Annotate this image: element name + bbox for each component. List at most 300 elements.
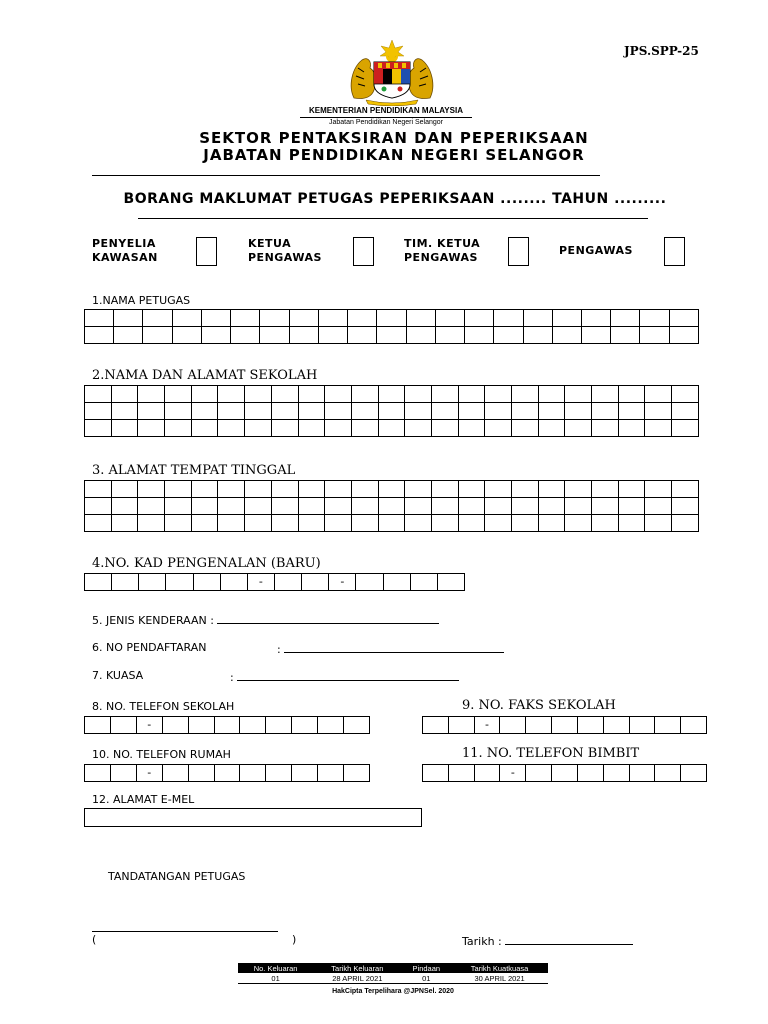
grid-cell[interactable] bbox=[271, 515, 298, 532]
grid-cell[interactable] bbox=[348, 310, 377, 327]
grid-cell[interactable] bbox=[523, 327, 552, 344]
grid-cell[interactable] bbox=[465, 327, 494, 344]
grid-cell[interactable] bbox=[85, 327, 114, 344]
grid-cell[interactable] bbox=[672, 481, 699, 498]
grid-cell[interactable] bbox=[672, 515, 699, 532]
grid-cell[interactable] bbox=[538, 420, 565, 437]
coat-of-arms-icon bbox=[344, 38, 440, 106]
grid-cell[interactable] bbox=[111, 420, 138, 437]
grid-cell[interactable] bbox=[377, 327, 406, 344]
grid-cell[interactable] bbox=[218, 498, 245, 515]
grid-cell[interactable] bbox=[298, 386, 325, 403]
grid-cell[interactable] bbox=[431, 481, 458, 498]
grid-cell[interactable] bbox=[378, 420, 405, 437]
grid-cell[interactable] bbox=[645, 498, 672, 515]
grid-cell[interactable] bbox=[383, 574, 410, 591]
role-penyelia-kawasan-checkbox[interactable] bbox=[196, 237, 217, 266]
grid-cell[interactable] bbox=[431, 386, 458, 403]
grid-cell[interactable] bbox=[538, 481, 565, 498]
grid-cell[interactable] bbox=[565, 515, 592, 532]
grid-cell[interactable] bbox=[325, 386, 352, 403]
grid-cell[interactable] bbox=[474, 765, 500, 782]
grid-cell[interactable] bbox=[618, 386, 645, 403]
grid-cell[interactable] bbox=[245, 481, 272, 498]
grid-cell[interactable] bbox=[325, 403, 352, 420]
colon: : bbox=[277, 643, 281, 656]
grid-cell[interactable] bbox=[431, 498, 458, 515]
grid-cell[interactable] bbox=[85, 765, 111, 782]
grid-cell[interactable] bbox=[538, 498, 565, 515]
grid-cell[interactable] bbox=[640, 310, 669, 327]
grid-cell[interactable] bbox=[274, 574, 301, 591]
grid-cell[interactable] bbox=[485, 386, 512, 403]
grid-cell[interactable] bbox=[592, 481, 619, 498]
grid-cell[interactable] bbox=[351, 515, 378, 532]
grid-cell[interactable] bbox=[448, 765, 474, 782]
sector-title: SEKTOR PENTAKSIRAN DAN PEPERIKSAAN bbox=[199, 129, 589, 147]
grid-cell[interactable] bbox=[618, 481, 645, 498]
field-label-nama-petugas: 1.NAMA PETUGAS bbox=[92, 294, 191, 307]
nama-petugas-grid[interactable] bbox=[84, 309, 699, 344]
grid-cell[interactable] bbox=[231, 310, 260, 327]
grid-cell[interactable] bbox=[669, 327, 698, 344]
grid-cell[interactable] bbox=[565, 498, 592, 515]
grid-cell[interactable] bbox=[351, 481, 378, 498]
grid-cell[interactable] bbox=[437, 574, 464, 591]
grid-cell[interactable] bbox=[245, 515, 272, 532]
grid-cell[interactable] bbox=[231, 327, 260, 344]
field-label-email: 12. ALAMAT E-MEL bbox=[92, 793, 195, 806]
grid-cell[interactable] bbox=[681, 717, 707, 734]
grid-cell[interactable] bbox=[344, 765, 370, 782]
grid-cell[interactable] bbox=[645, 420, 672, 437]
signature-line[interactable] bbox=[92, 931, 278, 932]
grid-cell[interactable] bbox=[165, 481, 192, 498]
grid-cell[interactable] bbox=[191, 420, 218, 437]
grid-cell[interactable] bbox=[292, 717, 318, 734]
grid-cell[interactable] bbox=[565, 403, 592, 420]
revision-header-cell: Tarikh Kuatkuasa bbox=[451, 963, 548, 973]
grid-cell[interactable] bbox=[645, 403, 672, 420]
grid-dash-cell: - bbox=[474, 717, 500, 734]
grid-cell[interactable] bbox=[565, 481, 592, 498]
grid-cell[interactable] bbox=[538, 386, 565, 403]
colon: : bbox=[230, 671, 234, 684]
grid-cell[interactable] bbox=[138, 386, 165, 403]
grid-cell[interactable] bbox=[110, 765, 136, 782]
grid-cell[interactable] bbox=[618, 498, 645, 515]
role-ketua-pengawas-label: KETUA PENGAWAS bbox=[248, 237, 322, 264]
field-label-tel-bimbit: 11. NO. TELEFON BIMBIT bbox=[462, 746, 640, 761]
grid-cell[interactable] bbox=[85, 481, 112, 498]
grid-row bbox=[85, 481, 699, 498]
nama-sekolah-grid[interactable] bbox=[84, 385, 699, 437]
grid-cell[interactable] bbox=[348, 327, 377, 344]
grid-cell[interactable] bbox=[143, 327, 172, 344]
grid-cell[interactable] bbox=[526, 765, 552, 782]
no-pendaftaran-line[interactable] bbox=[284, 641, 504, 653]
revision-header-cell: Tarikh Keluaran bbox=[313, 963, 401, 973]
grid-cell[interactable] bbox=[271, 498, 298, 515]
grid-cell[interactable] bbox=[603, 717, 629, 734]
grid-cell[interactable] bbox=[611, 327, 640, 344]
grid-cell[interactable] bbox=[271, 403, 298, 420]
grid-cell[interactable] bbox=[552, 717, 578, 734]
grid-cell[interactable] bbox=[465, 310, 494, 327]
role-pengawas-label: PENGAWAS bbox=[559, 244, 633, 257]
grid-cell[interactable] bbox=[435, 327, 464, 344]
grid-cell[interactable] bbox=[618, 420, 645, 437]
grid-cell[interactable] bbox=[485, 515, 512, 532]
grid-cell[interactable] bbox=[458, 420, 485, 437]
grid-cell[interactable] bbox=[423, 717, 449, 734]
grid-cell[interactable] bbox=[318, 765, 344, 782]
grid-cell[interactable] bbox=[611, 310, 640, 327]
field-label-faks-sekolah: 9. NO. FAKS SEKOLAH bbox=[462, 698, 616, 713]
ministry-block bbox=[280, 106, 492, 128]
grid-cell[interactable] bbox=[111, 498, 138, 515]
field-tarikh bbox=[462, 933, 633, 948]
grid-cell[interactable] bbox=[271, 420, 298, 437]
grid-cell[interactable] bbox=[266, 717, 292, 734]
grid-cell[interactable] bbox=[645, 515, 672, 532]
grid-cell[interactable] bbox=[485, 481, 512, 498]
grid-dash-cell: - bbox=[247, 574, 274, 591]
grid-cell[interactable] bbox=[405, 420, 432, 437]
field-no-pendaftaran-entry bbox=[277, 641, 504, 656]
grid-cell[interactable] bbox=[218, 481, 245, 498]
grid-cell[interactable] bbox=[298, 515, 325, 532]
grid-cell[interactable] bbox=[405, 386, 432, 403]
grid-cell[interactable] bbox=[165, 403, 192, 420]
field-label-tarikh: Tarikh : bbox=[462, 935, 502, 948]
grid-cell[interactable] bbox=[351, 386, 378, 403]
grid-cell[interactable] bbox=[552, 765, 578, 782]
grid-cell[interactable] bbox=[431, 515, 458, 532]
grid-dash-cell: - bbox=[136, 765, 162, 782]
grid-cell[interactable] bbox=[85, 717, 111, 734]
grid-cell[interactable] bbox=[681, 765, 707, 782]
grid-cell[interactable] bbox=[592, 420, 619, 437]
grid-cell[interactable] bbox=[111, 386, 138, 403]
grid-cell[interactable] bbox=[85, 386, 112, 403]
grid-row bbox=[423, 717, 707, 734]
tel-sekolah-grid[interactable] bbox=[84, 716, 370, 734]
grid-cell[interactable] bbox=[201, 327, 230, 344]
grid-cell[interactable] bbox=[485, 498, 512, 515]
grid-cell[interactable] bbox=[378, 481, 405, 498]
grid-cell[interactable] bbox=[298, 498, 325, 515]
grid-cell[interactable] bbox=[245, 403, 272, 420]
grid-cell[interactable] bbox=[378, 498, 405, 515]
grid-cell[interactable] bbox=[85, 420, 112, 437]
title-divider bbox=[92, 175, 600, 176]
grid-cell[interactable] bbox=[405, 498, 432, 515]
grid-cell[interactable] bbox=[191, 481, 218, 498]
grid-cell[interactable] bbox=[458, 481, 485, 498]
grid-cell[interactable] bbox=[318, 310, 347, 327]
grid-cell[interactable] bbox=[655, 717, 681, 734]
kuasa-line[interactable] bbox=[237, 669, 459, 681]
grid-cell[interactable] bbox=[592, 498, 619, 515]
grid-cell[interactable] bbox=[458, 498, 485, 515]
grid-cell[interactable] bbox=[218, 403, 245, 420]
grid-cell[interactable] bbox=[172, 327, 201, 344]
grid-row bbox=[85, 717, 370, 734]
grid-cell[interactable] bbox=[669, 310, 698, 327]
grid-cell[interactable] bbox=[220, 574, 247, 591]
grid-cell[interactable] bbox=[458, 515, 485, 532]
grid-cell[interactable] bbox=[512, 481, 539, 498]
grid-cell[interactable] bbox=[581, 327, 610, 344]
grid-cell[interactable] bbox=[138, 515, 165, 532]
grid-cell[interactable] bbox=[302, 574, 329, 591]
grid-cell[interactable] bbox=[162, 717, 188, 734]
grid-cell[interactable] bbox=[592, 515, 619, 532]
grid-cell[interactable] bbox=[165, 515, 192, 532]
grid-cell[interactable] bbox=[351, 403, 378, 420]
grid-cell[interactable] bbox=[512, 386, 539, 403]
grid-cell[interactable] bbox=[240, 717, 266, 734]
grid-cell[interactable] bbox=[114, 310, 143, 327]
grid-cell[interactable] bbox=[298, 481, 325, 498]
grid-cell[interactable] bbox=[603, 765, 629, 782]
grid-cell[interactable] bbox=[271, 481, 298, 498]
revision-header-cell: Pindaan bbox=[402, 963, 452, 973]
grid-cell[interactable] bbox=[138, 498, 165, 515]
grid-cell[interactable] bbox=[538, 403, 565, 420]
grid-cell[interactable] bbox=[618, 515, 645, 532]
revision-header-cell: No. Keluaran bbox=[238, 963, 313, 973]
grid-cell[interactable] bbox=[165, 420, 192, 437]
grid-cell[interactable] bbox=[138, 420, 165, 437]
grid-cell[interactable] bbox=[618, 403, 645, 420]
grid-row bbox=[85, 386, 699, 403]
grid-cell[interactable] bbox=[111, 515, 138, 532]
grid-cell[interactable] bbox=[494, 327, 523, 344]
grid-cell[interactable] bbox=[214, 765, 240, 782]
grid-cell[interactable] bbox=[298, 403, 325, 420]
grid-cell[interactable] bbox=[172, 310, 201, 327]
grid-row bbox=[85, 515, 699, 532]
grid-cell[interactable] bbox=[378, 403, 405, 420]
grid-cell[interactable] bbox=[325, 481, 352, 498]
kad-pengenalan-grid[interactable] bbox=[84, 573, 465, 591]
grid-cell[interactable] bbox=[629, 717, 655, 734]
grid-cell[interactable] bbox=[191, 403, 218, 420]
grid-cell[interactable] bbox=[245, 420, 272, 437]
grid-cell[interactable] bbox=[458, 403, 485, 420]
role-tim-ketua-pengawas-checkbox[interactable] bbox=[508, 237, 529, 266]
grid-cell[interactable] bbox=[85, 310, 114, 327]
grid-cell[interactable] bbox=[218, 515, 245, 532]
grid-cell[interactable] bbox=[672, 403, 699, 420]
grid-cell[interactable] bbox=[378, 515, 405, 532]
grid-cell[interactable] bbox=[325, 420, 352, 437]
grid-cell[interactable] bbox=[289, 310, 318, 327]
tarikh-line[interactable] bbox=[505, 933, 633, 945]
email-input[interactable] bbox=[84, 808, 422, 827]
revision-value-cell: 01 bbox=[238, 973, 313, 984]
grid-cell[interactable] bbox=[351, 420, 378, 437]
grid-cell[interactable] bbox=[526, 717, 552, 734]
grid-cell[interactable] bbox=[85, 574, 112, 591]
grid-cell[interactable] bbox=[318, 327, 347, 344]
grid-cell[interactable] bbox=[201, 310, 230, 327]
grid-cell[interactable] bbox=[405, 403, 432, 420]
role-pengawas-checkbox[interactable] bbox=[664, 237, 685, 266]
grid-cell[interactable] bbox=[672, 420, 699, 437]
grid-cell[interactable] bbox=[188, 717, 214, 734]
grid-cell[interactable] bbox=[143, 310, 172, 327]
grid-cell[interactable] bbox=[448, 717, 474, 734]
grid-cell[interactable] bbox=[111, 481, 138, 498]
form-title: BORANG MAKLUMAT PETUGAS PEPERIKSAAN ........ TAHUN ......... bbox=[123, 191, 667, 207]
grid-cell[interactable] bbox=[166, 574, 193, 591]
grid-cell[interactable] bbox=[110, 717, 136, 734]
grid-cell[interactable] bbox=[512, 403, 539, 420]
tel-rumah-grid[interactable] bbox=[84, 764, 370, 782]
grid-cell[interactable] bbox=[292, 765, 318, 782]
grid-cell[interactable] bbox=[138, 403, 165, 420]
grid-cell[interactable] bbox=[592, 403, 619, 420]
grid-cell[interactable] bbox=[214, 717, 240, 734]
field-label-tel-sekolah: 8. NO. TELEFON SEKOLAH bbox=[92, 700, 235, 713]
grid-cell[interactable] bbox=[523, 310, 552, 327]
grid-cell[interactable] bbox=[458, 386, 485, 403]
jenis-kenderaan-line[interactable] bbox=[217, 612, 439, 624]
grid-cell[interactable] bbox=[423, 765, 449, 782]
grid-cell[interactable] bbox=[655, 765, 681, 782]
grid-cell[interactable] bbox=[410, 574, 437, 591]
grid-cell[interactable] bbox=[356, 574, 383, 591]
grid-cell[interactable] bbox=[405, 481, 432, 498]
grid-cell[interactable] bbox=[645, 386, 672, 403]
field-label-kuasa: 7. KUASA bbox=[92, 669, 144, 682]
grid-cell[interactable] bbox=[406, 310, 435, 327]
grid-cell[interactable] bbox=[245, 498, 272, 515]
grid-cell[interactable] bbox=[218, 386, 245, 403]
grid-cell[interactable] bbox=[565, 420, 592, 437]
grid-cell[interactable] bbox=[162, 765, 188, 782]
grid-row bbox=[85, 574, 465, 591]
grid-cell[interactable] bbox=[500, 717, 526, 734]
grid-cell[interactable] bbox=[377, 310, 406, 327]
grid-cell[interactable] bbox=[245, 386, 272, 403]
grid-cell[interactable] bbox=[512, 420, 539, 437]
field-jenis-kenderaan bbox=[92, 612, 439, 627]
signature-label: TANDATANGAN PETUGAS bbox=[108, 870, 246, 883]
grid-cell[interactable] bbox=[85, 498, 112, 515]
grid-cell[interactable] bbox=[672, 498, 699, 515]
grid-cell[interactable] bbox=[435, 310, 464, 327]
grid-row bbox=[85, 327, 699, 344]
grid-cell[interactable] bbox=[378, 386, 405, 403]
grid-cell[interactable] bbox=[431, 403, 458, 420]
grid-cell[interactable] bbox=[165, 386, 192, 403]
grid-cell[interactable] bbox=[271, 386, 298, 403]
grid-cell[interactable] bbox=[188, 765, 214, 782]
grid-cell[interactable] bbox=[114, 327, 143, 344]
form-title-divider bbox=[138, 218, 648, 219]
grid-cell[interactable] bbox=[85, 403, 112, 420]
grid-row bbox=[85, 498, 699, 515]
role-tim-ketua-pengawas-label: TIM. KETUA PENGAWAS bbox=[404, 237, 481, 264]
role-ketua-pengawas-checkbox[interactable] bbox=[353, 237, 374, 266]
grid-cell[interactable] bbox=[191, 386, 218, 403]
grid-cell[interactable] bbox=[512, 498, 539, 515]
grid-cell[interactable] bbox=[289, 327, 318, 344]
grid-cell[interactable] bbox=[193, 574, 220, 591]
grid-cell[interactable] bbox=[325, 515, 352, 532]
name-paren-close: ) bbox=[292, 933, 297, 946]
faks-sekolah-grid[interactable] bbox=[422, 716, 707, 734]
grid-cell[interactable] bbox=[266, 765, 292, 782]
revision-value-row bbox=[238, 973, 548, 984]
grid-cell[interactable] bbox=[344, 717, 370, 734]
grid-cell[interactable] bbox=[565, 386, 592, 403]
grid-cell[interactable] bbox=[494, 310, 523, 327]
grid-cell[interactable] bbox=[240, 765, 266, 782]
grid-cell[interactable] bbox=[577, 717, 603, 734]
grid-cell[interactable] bbox=[218, 420, 245, 437]
grid-cell[interactable] bbox=[298, 420, 325, 437]
grid-cell[interactable] bbox=[629, 765, 655, 782]
document-code: JPS.SPP-25 bbox=[624, 44, 699, 58]
tel-bimbit-grid[interactable] bbox=[422, 764, 707, 782]
grid-cell[interactable] bbox=[405, 515, 432, 532]
grid-cell[interactable] bbox=[165, 498, 192, 515]
field-kuasa-entry bbox=[230, 669, 459, 684]
grid-cell[interactable] bbox=[138, 481, 165, 498]
name-paren-open: ( bbox=[92, 933, 97, 946]
grid-cell[interactable] bbox=[645, 481, 672, 498]
grid-cell[interactable] bbox=[111, 403, 138, 420]
grid-cell[interactable] bbox=[552, 327, 581, 344]
grid-cell[interactable] bbox=[85, 515, 112, 532]
grid-cell[interactable] bbox=[431, 420, 458, 437]
grid-cell[interactable] bbox=[592, 386, 619, 403]
grid-row bbox=[423, 765, 707, 782]
grid-cell[interactable] bbox=[538, 515, 565, 532]
grid-cell[interactable] bbox=[325, 498, 352, 515]
field-label-jenis-kenderaan: 5. JENIS KENDERAAN : bbox=[92, 614, 214, 627]
grid-cell[interactable] bbox=[640, 327, 669, 344]
field-kuasa bbox=[92, 669, 143, 682]
grid-cell[interactable] bbox=[112, 574, 139, 591]
grid-cell[interactable] bbox=[581, 310, 610, 327]
grid-cell[interactable] bbox=[318, 717, 344, 734]
grid-cell[interactable] bbox=[191, 498, 218, 515]
alamat-tinggal-grid[interactable] bbox=[84, 480, 699, 532]
grid-cell[interactable] bbox=[485, 420, 512, 437]
grid-cell[interactable] bbox=[577, 765, 603, 782]
grid-cell[interactable] bbox=[260, 327, 289, 344]
grid-cell[interactable] bbox=[191, 515, 218, 532]
grid-cell[interactable] bbox=[139, 574, 166, 591]
grid-cell[interactable] bbox=[351, 498, 378, 515]
revision-value-cell: 01 bbox=[402, 973, 452, 984]
grid-cell[interactable] bbox=[485, 403, 512, 420]
revision-header-row bbox=[238, 963, 548, 973]
ministry-name: KEMENTERIAN PENDIDIKAN MALAYSIA bbox=[309, 106, 463, 115]
grid-cell[interactable] bbox=[512, 515, 539, 532]
grid-cell[interactable] bbox=[406, 327, 435, 344]
grid-dash-cell: - bbox=[136, 717, 162, 734]
grid-cell[interactable] bbox=[552, 310, 581, 327]
grid-cell[interactable] bbox=[672, 386, 699, 403]
grid-cell[interactable] bbox=[260, 310, 289, 327]
